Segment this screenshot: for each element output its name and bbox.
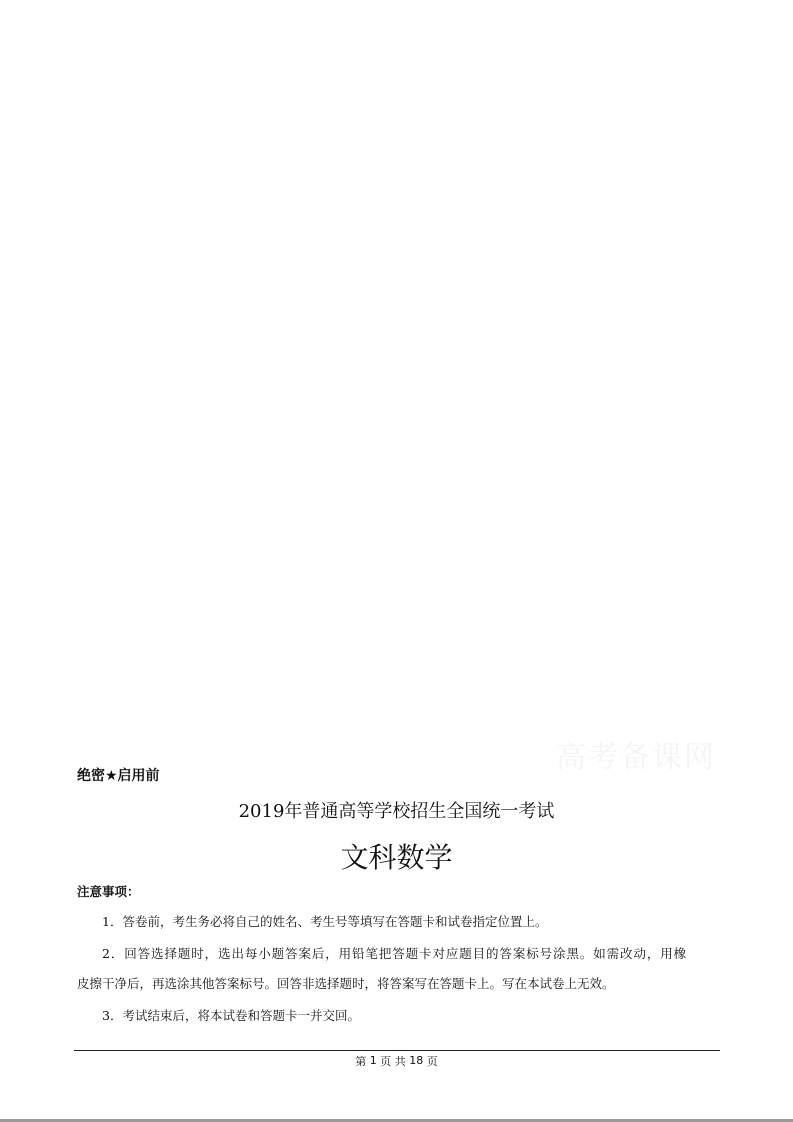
watermark: 高考备课网 <box>556 740 716 775</box>
notice-item-2-line-1: 2．回答选择题时，选出每小题答案后，用铅笔把答题卡对应题目的答案标号涂黑。如需改动，用橡 <box>102 946 688 961</box>
notice-item-1: 1．答卷前，考生务必将自己的姓名、考生号等填写在答题卡和试卷指定位置上。 <box>102 914 548 929</box>
current-page-number: 1 <box>369 1054 377 1067</box>
footer-prefix: 第 <box>355 1055 367 1068</box>
notice-item-3: 3．考试结束后，将本试卷和答题卡一并交回。 <box>102 1008 360 1023</box>
footer-divider <box>74 1050 720 1051</box>
exam-title: 2019年普通高等学校招生全国统一考试 <box>238 801 555 822</box>
footer-suffix: 页 <box>426 1055 438 1068</box>
footer-middle: 页 共 <box>380 1055 406 1068</box>
total-pages: 18 <box>409 1054 424 1067</box>
page-footer <box>0 1053 793 1069</box>
notice-item-2-line-2: 皮擦干净后，再选涂其他答案标号。回答非选择题时，将答案写在答题卡上。写在本试卷上无效。 <box>77 976 615 991</box>
subject-title: 文科数学 <box>340 841 453 874</box>
confidential-label: 绝密★启用前 <box>77 768 160 784</box>
notice-heading: 注意事项： <box>77 884 140 899</box>
